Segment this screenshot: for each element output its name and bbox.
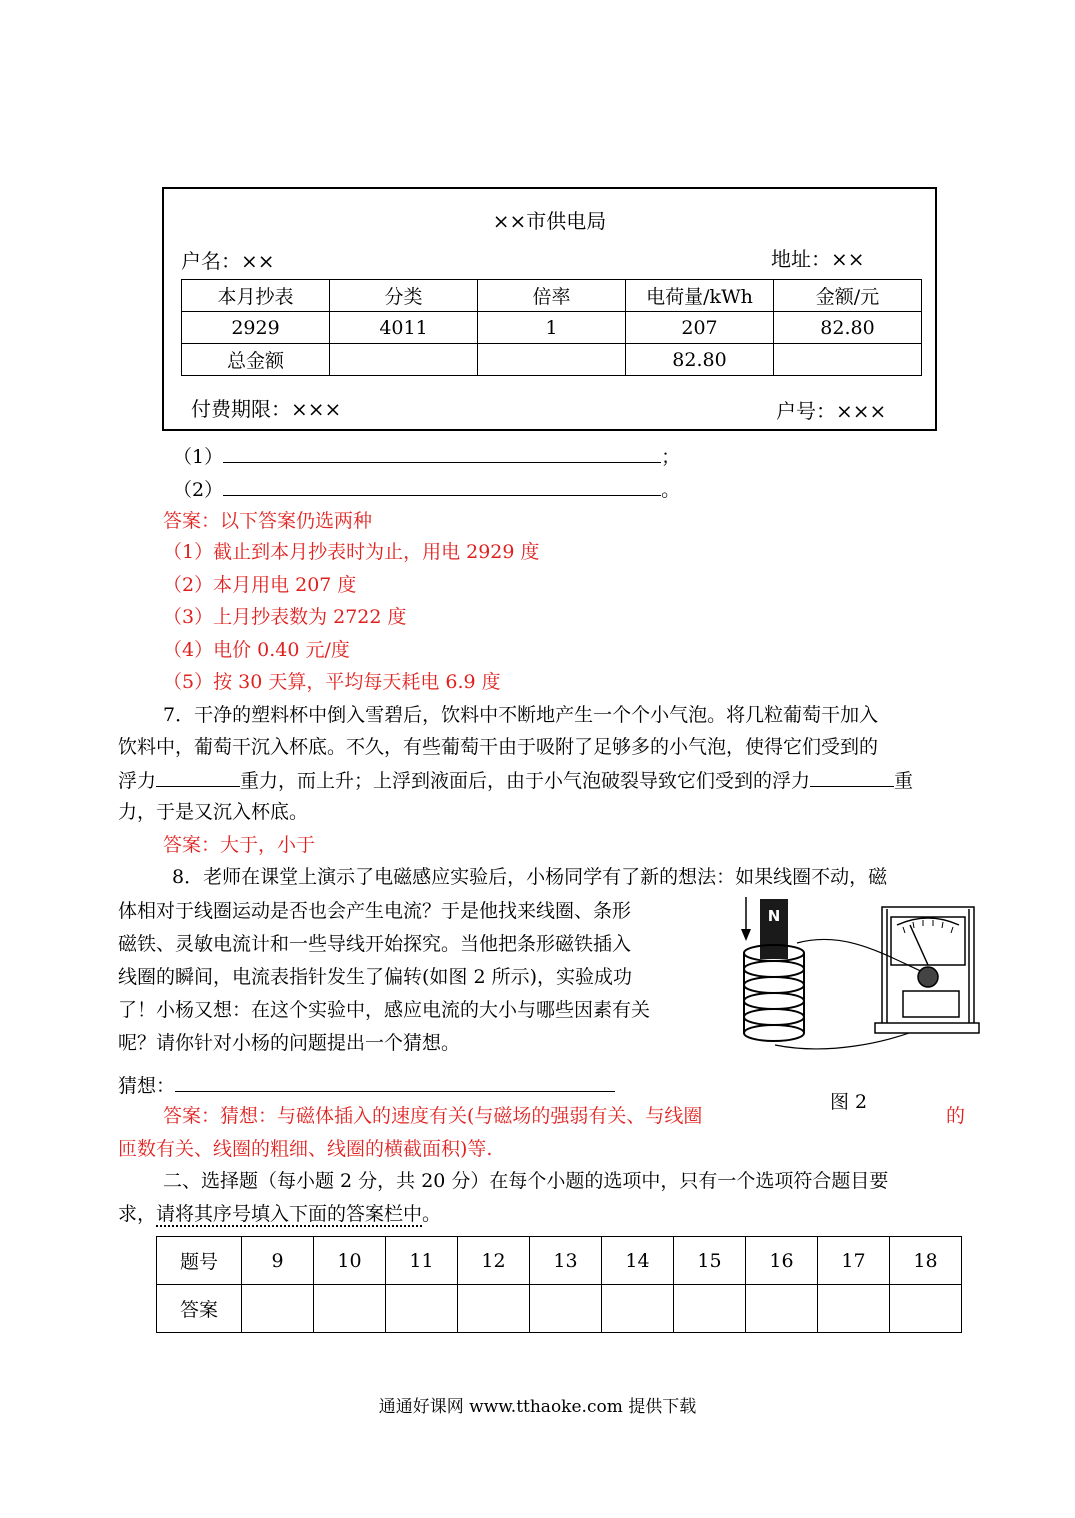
q6-answer-title: 答案：以下答案仍选两种 [163, 510, 373, 532]
text: 浮力 [118, 770, 157, 792]
question-number-label: 题号 [157, 1237, 242, 1285]
blank-label: （1） [173, 446, 224, 468]
guess-label: 猜想： [118, 1075, 176, 1097]
bill-cell-empty [774, 344, 922, 376]
q8-answer-line-1: 答案：猜想：与磁体插入的速度有关(与磁场的强弱有关、与线圈 [163, 1105, 703, 1127]
text: 重 [894, 770, 914, 792]
q8-line: 了！小杨又想：在这个实验中，感应电流的大小与哪些因素有关 [118, 999, 651, 1021]
bill-header-cell: 电荷量/kWh [626, 280, 774, 312]
bill-total-row [182, 344, 922, 376]
answer-label: 答案 [157, 1285, 242, 1333]
question-number-cell: 17 [818, 1237, 890, 1285]
q7-line-1: 7．干净的塑料杯中倒入雪碧后，饮料中不断地产生一个个小气泡。将几粒葡萄干加入 [163, 704, 879, 726]
question-number-cell: 10 [314, 1237, 386, 1285]
bill-address: 地址：×× [771, 247, 865, 271]
bill-cell: 2929 [182, 312, 330, 344]
question-number-cell: 13 [530, 1237, 602, 1285]
q7-answer: 答案：大于，小于 [163, 834, 316, 856]
question-number-cell: 16 [746, 1237, 818, 1285]
answer-table [156, 1236, 962, 1333]
bill-total-label: 总金额 [182, 344, 330, 376]
q7-line-3 [118, 768, 913, 793]
bill-header-cell: 金额/元 [774, 280, 922, 312]
magnet-pole-label: N [767, 907, 781, 925]
question-number-cell: 15 [674, 1237, 746, 1285]
question-number-cell: 14 [602, 1237, 674, 1285]
bill-header-cell: 分类 [330, 280, 478, 312]
answer-blank[interactable] [223, 444, 661, 463]
q6-answer-item: （5）按 30 天算，平均每天耗电 6.9 度 [163, 671, 501, 693]
bill-cell: 4011 [330, 312, 478, 344]
q6-answer-item: （1）截止到本月抄表时为止，用电 2929 度 [163, 541, 540, 563]
question-number-cell: 12 [458, 1237, 530, 1285]
bill-cell: 82.80 [774, 312, 922, 344]
text: 重力，而上升；上浮到液面后，由于小气泡破裂导致它们受到的浮力 [240, 770, 811, 792]
answer-cell[interactable] [458, 1285, 530, 1333]
text: 。 [422, 1203, 442, 1225]
blank-end: 。 [661, 479, 681, 501]
q8-line: 线圈的瞬间，电流表指针发生了偏转(如图 2 所示)，实验成功 [118, 966, 632, 988]
answer-table-header-row [157, 1237, 962, 1285]
page-footer: 通通好课网 www.tthaoke.com 提供下载 [378, 1397, 697, 1417]
bill-header-cell: 本月抄表 [182, 280, 330, 312]
answer-cell[interactable] [674, 1285, 746, 1333]
question-number-cell: 18 [890, 1237, 962, 1285]
q7-line-4: 力，于是又沉入杯底。 [118, 801, 309, 823]
bill-cell-empty [478, 344, 626, 376]
bill-header-row [182, 280, 922, 312]
q8-line: 磁铁、灵敏电流计和一些导线开始探究。当他把条形磁铁插入 [118, 933, 632, 955]
answer-table-answer-row [157, 1285, 962, 1333]
blank-label: （2） [173, 479, 224, 501]
answer-cell[interactable] [314, 1285, 386, 1333]
bill-due: 付费期限：××× [191, 397, 342, 421]
section2-line-1: 二、选择题（每小题 2 分，共 20 分）在每个小题的选项中，只有一个选项符合题目要 [163, 1170, 889, 1192]
q8-line: 体相对于线圈运动是否也会产生电流？于是他找来线圈、条形 [118, 900, 632, 922]
answer-cell[interactable] [530, 1285, 602, 1333]
q6-blank-1 [173, 444, 680, 469]
bill-total-value: 82.80 [626, 344, 774, 376]
bill-header-cell: 倍率 [478, 280, 626, 312]
answer-blank[interactable] [223, 477, 661, 496]
bill-title: ××市供电局 [492, 209, 607, 233]
bill-cell: 1 [478, 312, 626, 344]
figure-caption: 图 2 [830, 1091, 868, 1113]
induction-experiment-figure [735, 895, 995, 1065]
answer-blank[interactable] [810, 768, 894, 787]
bill-account-name: 户名：×× [181, 249, 275, 273]
question-number-cell: 11 [386, 1237, 458, 1285]
q8-guess [118, 1073, 615, 1098]
answer-cell[interactable] [818, 1285, 890, 1333]
q6-answer-item: （2）本月用电 207 度 [163, 574, 357, 596]
question-number-cell: 9 [242, 1237, 314, 1285]
answer-cell[interactable] [386, 1285, 458, 1333]
bill-cell: 207 [626, 312, 774, 344]
q8-answer-line-2: 匝数有关、线圈的粗细、线圈的横截面积)等. [118, 1138, 493, 1160]
emphasized-text: 请将其序号填入下面的答案栏中 [156, 1203, 423, 1225]
guess-blank[interactable] [175, 1073, 615, 1092]
electricity-bill [162, 187, 937, 431]
answer-cell[interactable] [242, 1285, 314, 1333]
blank-end: ； [661, 446, 681, 468]
q6-answer-item: （3）上月抄表数为 2722 度 [163, 606, 407, 628]
q8-line-1: 8．老师在课堂上演示了电磁感应实验后，小杨同学有了新的想法：如果线圈不动，磁 [172, 866, 888, 888]
answer-cell[interactable] [602, 1285, 674, 1333]
text: 求， [118, 1203, 157, 1225]
bill-account-no: 户号：××× [776, 399, 887, 423]
q6-blank-2 [173, 477, 680, 502]
q8-line: 呢？请你针对小杨的问题提出一个猜想。 [118, 1032, 461, 1054]
bill-data-row [182, 312, 922, 344]
answer-blank[interactable] [156, 768, 240, 787]
answer-cell[interactable] [746, 1285, 818, 1333]
section2-line-2 [118, 1202, 441, 1226]
bill-table [181, 279, 922, 376]
q6-answer-item: （4）电价 0.40 元/度 [163, 639, 350, 661]
bill-cell-empty [330, 344, 478, 376]
q8-answer-line-1-end: 的 [946, 1105, 966, 1127]
answer-cell[interactable] [890, 1285, 962, 1333]
q7-line-2: 饮料中，葡萄干沉入杯底。不久，有些葡萄干由于吸附了足够多的小气泡，使得它们受到的 [118, 736, 879, 758]
